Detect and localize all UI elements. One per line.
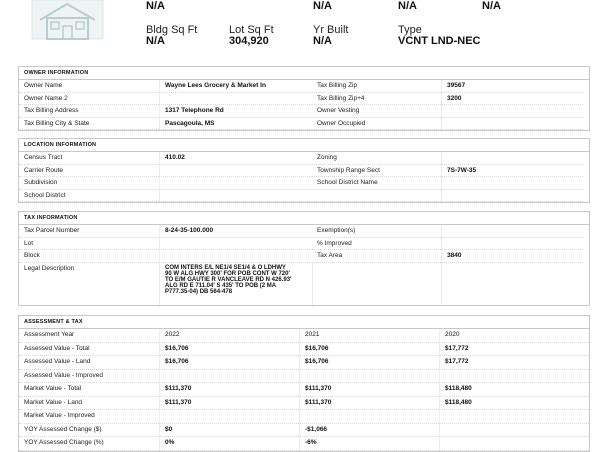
tax-billing-zip4-value: 3200 xyxy=(441,93,583,106)
assessment-year-label: Assessment Year xyxy=(19,329,159,343)
market-land-label: Market Value - Land xyxy=(19,397,159,411)
assessed-improved-2020 xyxy=(439,370,589,384)
tax-billing-zip-label: Tax Billing Zip xyxy=(312,80,441,93)
tax-billing-zip4-label: Tax Billing Zip+4 xyxy=(312,93,441,106)
yoy-change-dollar-2020 xyxy=(439,424,589,438)
tax-area-label: Tax Area xyxy=(312,250,441,263)
assessed-total-label: Assessed Value - Total xyxy=(19,343,159,357)
bldg-sqft-value: N/A xyxy=(146,35,165,47)
yoy-change-percent-2022: 0% xyxy=(159,437,299,451)
tax-area-value: 3840 xyxy=(441,250,583,263)
assessment-year-2021: 2021 xyxy=(299,329,439,343)
township-range-sect-label: Township Range Sect xyxy=(312,165,441,178)
tax-billing-city-state-label: Tax Billing City & State xyxy=(19,118,159,131)
section-title: LOCATION INFORMATION xyxy=(19,139,589,152)
section-title: TAX INFORMATION xyxy=(19,212,589,225)
owner-name-2-label: Owner Name 2 xyxy=(19,93,159,106)
school-district-name-value xyxy=(441,177,583,190)
section-title: ASSESSMENT & TAX xyxy=(19,316,589,329)
owner-occupied-value xyxy=(441,118,583,131)
block-label: Block xyxy=(19,250,159,263)
bldg-sqft-label: Bldg Sq Ft xyxy=(146,24,198,36)
house-icon xyxy=(30,0,105,40)
assessed-land-2021: $16,706 xyxy=(299,356,439,370)
yoy-change-dollar-2022: $0 xyxy=(159,424,299,438)
assessed-land-2022: $16,706 xyxy=(159,356,299,370)
market-land-2022: $111,370 xyxy=(159,397,299,411)
census-tract-value: 410.02 xyxy=(159,152,312,165)
legal-description-value: COM INTERS E/L NE1/4 SE1/4 & O LDHWY 90 W ALG HWY 300' FOR POB CONT W 720' TO E/M GAUTIE R VANCLEAVE RD N 426.93' ALG RD E 711.04' S 435' TO POB (2 MA P777.35-04) DB 564-478 xyxy=(159,263,293,305)
assessed-total-2020: $17,772 xyxy=(439,343,589,357)
yoy-change-dollar-label: YOY Assessed Change ($) xyxy=(19,424,159,438)
school-district-name-label: School District Name xyxy=(312,177,441,190)
location-information-section xyxy=(18,138,590,203)
owner-information-section xyxy=(18,66,590,131)
tax-information-section xyxy=(18,211,590,306)
yr-built-value: N/A xyxy=(313,35,332,47)
township-range-sect-value: 7S-7W-35 xyxy=(441,165,583,178)
tax-billing-zip-value: 39567 xyxy=(441,80,583,93)
assessed-improved-2021 xyxy=(299,370,439,384)
assessment-tax-section xyxy=(18,315,590,452)
owner-vesting-value xyxy=(441,105,583,118)
market-total-2020: $118,480 xyxy=(439,383,589,397)
market-total-2022: $111,370 xyxy=(159,383,299,397)
assessed-improved-2022 xyxy=(159,370,299,384)
assessed-improved-label: Assessed Value - Improved xyxy=(19,370,159,384)
yoy-change-percent-2020 xyxy=(439,437,589,451)
market-improved-2020 xyxy=(439,410,589,424)
lot-value xyxy=(159,238,312,251)
block-value xyxy=(159,250,312,263)
census-tract-label: Census Tract xyxy=(19,152,159,165)
owner-name-value: Wayne Lees Grocery & Market In xyxy=(159,80,312,93)
lot-sqft-value: 304,920 xyxy=(229,35,269,47)
market-improved-2022 xyxy=(159,410,299,424)
market-improved-label: Market Value - Improved xyxy=(19,410,159,424)
market-total-2021: $111,370 xyxy=(299,383,439,397)
owner-vesting-label: Owner Vesting xyxy=(312,105,441,118)
tax-billing-city-state-value: Pascagoula, MS xyxy=(159,118,312,131)
tax-parcel-number-label: Tax Parcel Number xyxy=(19,225,159,238)
property-summary-header xyxy=(0,0,600,55)
assessed-land-2020: $17,772 xyxy=(439,356,589,370)
empty-value xyxy=(441,190,583,203)
type-label: Type xyxy=(398,24,422,36)
carrier-route-value xyxy=(159,165,312,178)
header-top-value-2: N/A xyxy=(313,0,332,12)
carrier-route-label: Carrier Route xyxy=(19,165,159,178)
tax-parcel-number-value: 8-24-35-100.000 xyxy=(159,225,312,238)
zoning-value xyxy=(441,152,583,165)
header-top-value-1: N/A xyxy=(146,0,165,12)
assessed-total-2021: $16,706 xyxy=(299,343,439,357)
yr-built-label: Yr Built xyxy=(313,24,349,36)
tax-billing-address-label: Tax Billing Address xyxy=(19,105,159,118)
owner-name-2-value xyxy=(159,93,312,106)
header-top-value-4: N/A xyxy=(482,0,501,12)
tax-billing-address-value: 1317 Telephone Rd xyxy=(159,105,312,118)
legal-description-label: Legal Description xyxy=(24,264,75,272)
yoy-change-percent-2021: -6% xyxy=(299,437,439,451)
percent-improved-label: % Improved xyxy=(312,238,441,251)
assessed-total-2022: $16,706 xyxy=(159,343,299,357)
header-top-value-3: N/A xyxy=(398,0,417,12)
yoy-change-dollar-2021: -$1,066 xyxy=(299,424,439,438)
owner-name-label: Owner Name xyxy=(19,80,159,93)
legal-spacer xyxy=(441,263,583,305)
market-total-label: Market Value - Total xyxy=(19,383,159,397)
market-land-2021: $111,370 xyxy=(299,397,439,411)
exemptions-label: Exemption(s) xyxy=(312,225,441,238)
market-improved-2021 xyxy=(299,410,439,424)
lot-label: Lot xyxy=(19,238,159,251)
assessed-land-label: Assessed Value - Land xyxy=(19,356,159,370)
school-district-value xyxy=(159,190,312,203)
school-district-label: School District xyxy=(19,190,159,203)
empty-label xyxy=(312,190,441,203)
assessment-year-2022: 2022 xyxy=(159,329,299,343)
subdivision-value xyxy=(159,177,312,190)
type-value: VCNT LND-NEC xyxy=(398,35,481,47)
yoy-change-percent-label: YOY Assessed Change (%) xyxy=(19,437,159,451)
assessment-year-2020: 2020 xyxy=(439,329,589,343)
percent-improved-value xyxy=(441,238,583,251)
zoning-label: Zoning xyxy=(312,152,441,165)
lot-sqft-label: Lot Sq Ft xyxy=(229,24,274,36)
exemptions-value xyxy=(441,225,583,238)
owner-occupied-label: Owner Occupied xyxy=(312,118,441,131)
market-land-2020: $118,480 xyxy=(439,397,589,411)
subdivision-label: Subdivision xyxy=(19,177,159,190)
legal-spacer xyxy=(312,263,441,305)
section-title: OWNER INFORMATION xyxy=(19,67,589,80)
